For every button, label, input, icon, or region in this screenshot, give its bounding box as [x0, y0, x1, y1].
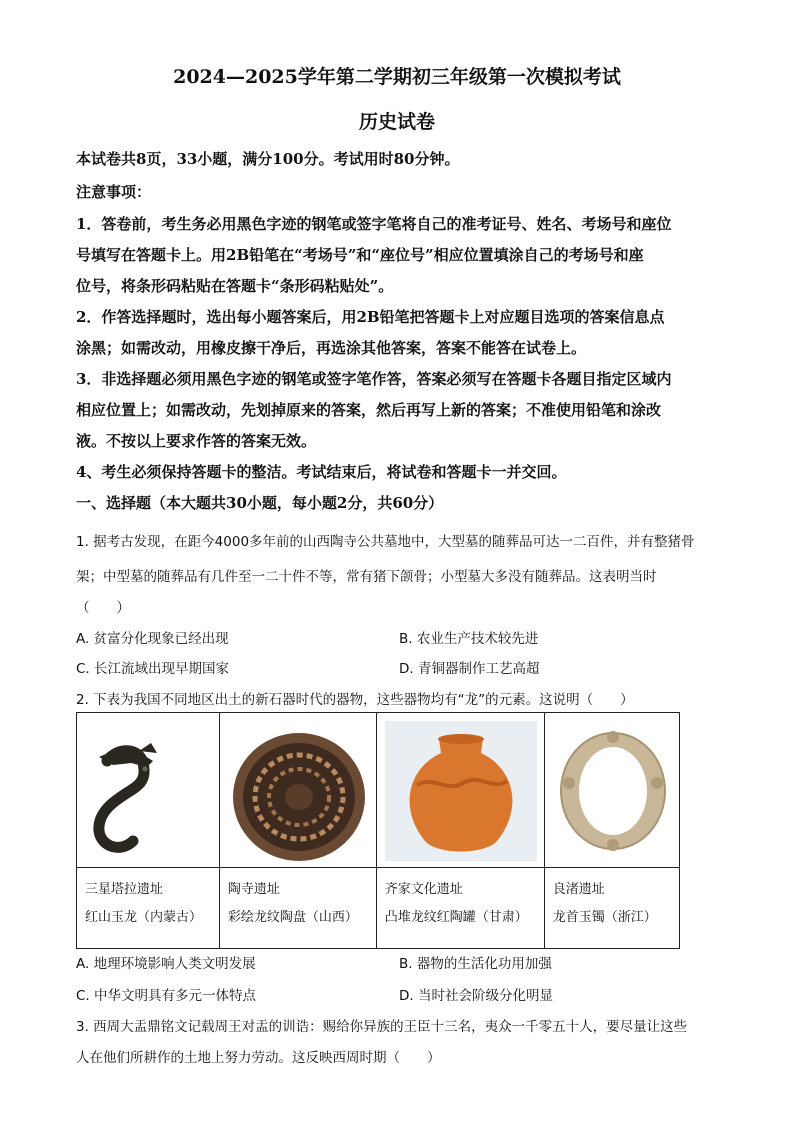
q2-option-d[interactable]: D. 当时社会阶级分化明显 [399, 988, 553, 1004]
notice-line: 位号，将条形码粘贴在答题卡“条形码粘贴处”。 [76, 277, 394, 295]
relics-table [76, 712, 680, 949]
relic-caption [544, 868, 679, 949]
question-1-line: 架；中型墓的随葬品有几件至一二十件不等，常有猪下颌骨；小型墓大多没有随葬品。这表明当时 [76, 569, 657, 585]
q1-option-a[interactable]: A. 贫富分化现象已经出现 [76, 631, 229, 647]
relics-caption-row [77, 868, 680, 949]
jade-bracelet-image [545, 713, 681, 867]
notice-heading: 注意事项： [76, 183, 152, 201]
q2-option-a[interactable]: A. 地理环境影响人类文明发展 [76, 956, 256, 972]
exam-title: 2024—2025学年第二学期初三年级第一次模拟考试 [173, 66, 621, 88]
relic-item: 龙首玉镯（浙江） [552, 910, 657, 925]
relics-image-row [77, 713, 680, 868]
section-heading: 一、选择题（本大题共30小题，每小题2分，共60分） [76, 494, 444, 512]
q1-option-c[interactable]: C. 长江流域出现早期国家 [76, 661, 230, 677]
notice-line: 相应位置上；如需改动，先划掉原来的答案，然后再写上新的答案；不准使用铅笔和涂改 [76, 401, 662, 419]
notice-line: 2．作答选择题时，选出每小题答案后，用2B铅笔把答题卡上对应题目选项的答案信息点 [76, 308, 665, 326]
question-1-line: 1. 据考古发现，在距今4000多年前的山西陶寺公共墓地中，大型墓的随葬品可达一二百件，并有整猪骨 [76, 534, 695, 550]
q2-option-c[interactable]: C. 中华文明具有多元一体特点 [76, 988, 257, 1004]
question-3-line: 人在他们所耕作的土地上努力劳动。这反映西周时期（ ） [76, 1050, 441, 1066]
relic-caption [376, 868, 544, 949]
jade-dragon-image [77, 713, 220, 867]
notice-line: 涂黑；如需改动，用橡皮擦干净后，再选涂其他答案，答案不能答在试卷上。 [76, 339, 587, 357]
question-3-line: 3. 西周大盂鼎铭文记载周王对盂的训诰：赐给你异族的王臣十三名，夷众一千零五十人，要尽量让这些 [76, 1019, 688, 1035]
notice-line: 3．非选择题必须用黑色字迹的钢笔或签字笔作答，答案必须写在答题卡各题目指定区域内 [76, 370, 672, 388]
q1-option-d[interactable]: D. 青铜器制作工艺高超 [399, 661, 540, 677]
notice-line: 号填写在答题卡上。用2B铅笔在“考场号”和“座位号”相应位置填涂自己的考场号和座 [76, 246, 644, 264]
q1-option-b[interactable]: B. 农业生产技术较先进 [399, 631, 539, 647]
relic-image-cell [544, 713, 679, 868]
notice-line: 液。不按以上要求作答的答案无效。 [76, 432, 317, 450]
pottery-plate-image [220, 713, 377, 867]
relic-image-cell [77, 713, 220, 868]
q2-option-b[interactable]: B. 器物的生活化功用加强 [399, 956, 552, 972]
relic-image-cell [376, 713, 544, 868]
question-2-stem: 2. 下表为我国不同地区出土的新石器时代的器物，这些器物均有“龙”的元素。这说明（ ） [76, 692, 634, 708]
intro-text: 本试卷共8页，33小题，满分100分。考试用时80分钟。 [76, 150, 460, 168]
relic-item: 彩绘龙纹陶盘（山西） [227, 910, 358, 925]
exam-subject: 历史试卷 [358, 111, 435, 133]
relic-site: 齐家文化遗址 [384, 882, 463, 897]
notice-line: 4、考生必须保持答题卡的整洁。考试结束后，将试卷和答题卡一并交回。 [76, 463, 567, 481]
question-1-line: （ ） [76, 600, 130, 616]
relic-site: 良渚遗址 [552, 882, 605, 897]
relic-site: 陶寺遗址 [227, 882, 280, 897]
relic-image-cell [219, 713, 376, 868]
notice-line: 1．答卷前，考生务必用黑色字迹的钢笔或签字笔将自己的准考证号、姓名、考场号和座位 [76, 215, 672, 233]
relic-item: 红山玉龙（内蒙古） [85, 910, 203, 925]
relic-caption [77, 868, 220, 949]
red-pottery-jar-image [377, 713, 545, 867]
relic-site: 三星塔拉遗址 [85, 882, 164, 897]
relic-caption [219, 868, 376, 949]
relic-item: 凸堆龙纹红陶罐（甘肃） [384, 910, 528, 925]
